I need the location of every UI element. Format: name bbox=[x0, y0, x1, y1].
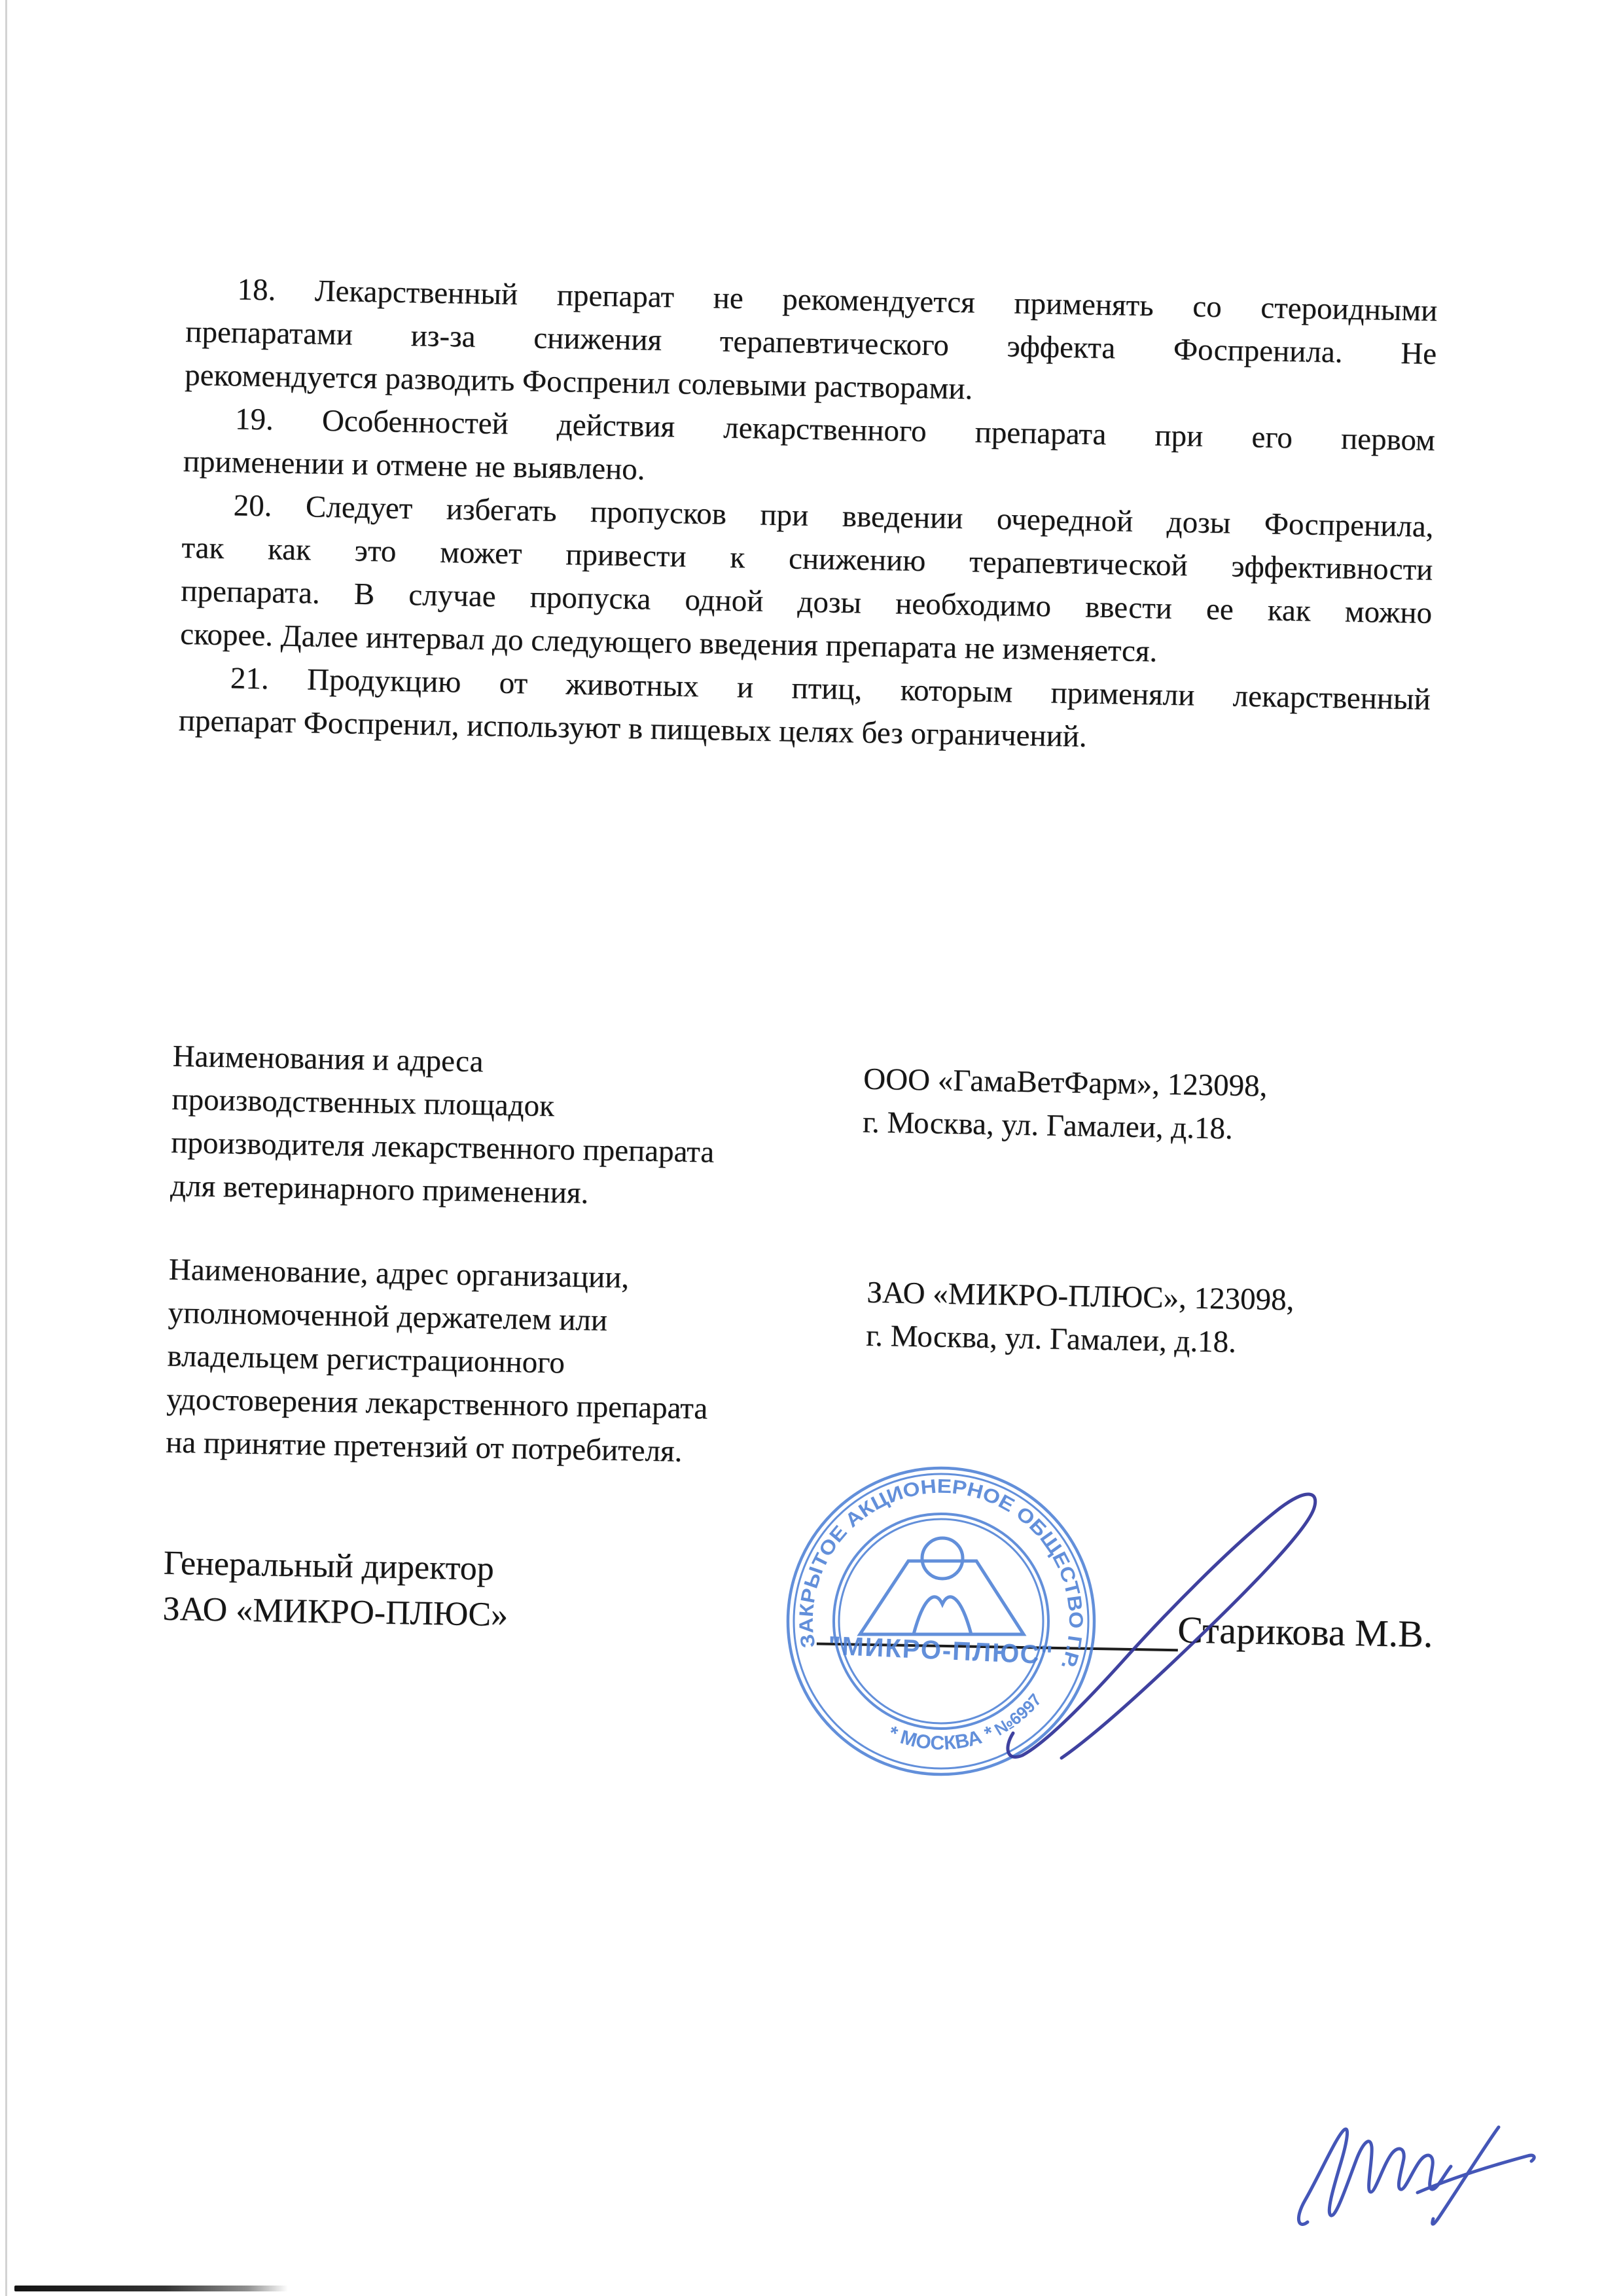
signatory-title bbox=[162, 1541, 509, 1638]
value-line: г. Москва, ул. Гамалеи, д.18. bbox=[862, 1105, 1234, 1146]
scan-edge-artifact-bottom bbox=[14, 2286, 288, 2291]
paragraph-line: рекомендуется разводить Фоспренил солевыми растворами. bbox=[184, 357, 973, 406]
value-line: г. Москва, ул. Гамалеи, д.18. bbox=[865, 1318, 1237, 1359]
label-line: удостоверения лекарственного препарата bbox=[166, 1382, 708, 1426]
signatory-name: Старикова М.В. bbox=[1177, 1608, 1434, 1656]
paragraph-line: препарат Фоспренил, используют в пищевых целях без ограничений. bbox=[178, 703, 1088, 754]
handwritten-initials-icon bbox=[1283, 2101, 1558, 2245]
paragraph-line: препарата. В случае пропуска одной дозы необходимо ввести ее как можно bbox=[180, 573, 1433, 630]
scan-edge-artifact-left bbox=[5, 0, 7, 2296]
stamp-ring-number: №6997 bbox=[991, 1689, 1046, 1740]
paragraph-line: 21. Продукцию от животных и птиц, которым применяли лекарственный bbox=[230, 661, 1431, 717]
stamp-ring-text-top: ЗАКРЫТОЕ АКЦИОНЕРНОЕ ОБЩЕСТВО Г.Р. bbox=[795, 1475, 1087, 1672]
label-line: производителя лекарственного препарата bbox=[170, 1125, 715, 1170]
value-line: ООО «ГамаВетФарм», 123098, bbox=[863, 1062, 1268, 1103]
instruction-paragraphs bbox=[178, 267, 1438, 764]
signatory-title-line: ЗАО «МИКРО-ПЛЮС» bbox=[162, 1590, 508, 1634]
manufacturer-value bbox=[863, 1058, 1466, 1155]
paragraph-line: применении и отмене не выявлено. bbox=[183, 444, 646, 487]
paragraph-line: 18. Лекарственный препарат не рекомендуется применять со стероидными bbox=[237, 272, 1438, 329]
value-line: ЗАО «МИКРО-ПЛЮС», 123098, bbox=[866, 1275, 1294, 1318]
paragraph-line: препаратами из-за снижения терапевтического эффекта Фоспренила. Не bbox=[185, 314, 1437, 372]
registration-holder-value bbox=[866, 1271, 1469, 1368]
label-line: владельцем регистрационного bbox=[167, 1338, 565, 1380]
label-line: для ветеринарного применения. bbox=[169, 1168, 589, 1211]
label-line: уполномоченной держателем или bbox=[168, 1295, 608, 1338]
paragraph-line: 19. Особенностей действия лекарственного препарата при его первом bbox=[234, 402, 1436, 457]
label-line: на принятие претензий от потребителя. bbox=[165, 1425, 683, 1469]
label-line: производственных площадок bbox=[171, 1082, 555, 1124]
paragraph-line: 20. Следует избегать пропусков при введении очередной дозы Фоспренила, bbox=[233, 488, 1434, 544]
paragraph-line: скорее. Далее интервал до следующего введения препарата не изменяется. bbox=[179, 617, 1158, 669]
label-line: Наименование, адрес организации, bbox=[168, 1252, 630, 1295]
registration-holder-label bbox=[166, 1248, 889, 1477]
manufacturer-label bbox=[170, 1035, 893, 1221]
paragraph-line: так как это может привести к снижению терапевтической эффективности bbox=[181, 530, 1433, 587]
stamp-center-name: "МИКРО-ПЛЮС" bbox=[827, 1631, 1055, 1670]
stamp-ring-text-bottom: * МОСКВА * bbox=[885, 1721, 997, 1755]
signatory-title-line: Генеральный директор bbox=[163, 1544, 495, 1588]
director-signature-icon bbox=[949, 1440, 1374, 1800]
label-line: Наименования и адреса bbox=[172, 1039, 484, 1079]
